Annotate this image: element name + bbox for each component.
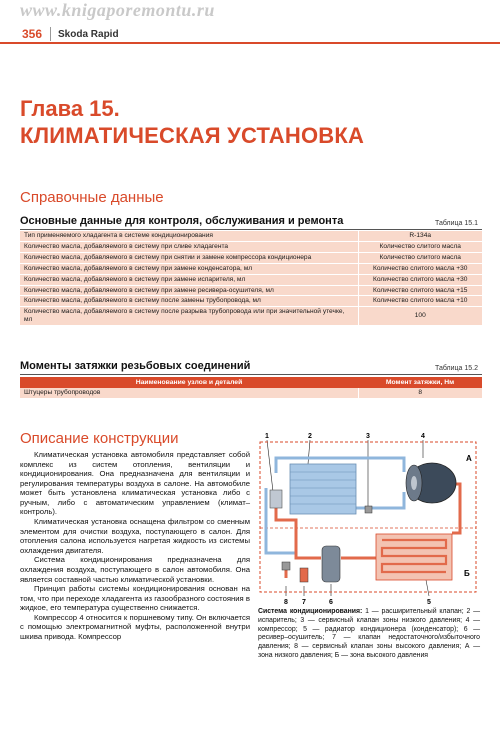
callout-4: 4 [421,433,425,440]
table-row [20,307,482,326]
table-header-cell: Наименование узлов и деталей [20,377,358,388]
ac-system-diagram [256,428,482,606]
table-cell: R-134a [358,231,482,241]
diagram-caption [258,608,480,661]
receiver-drier [322,546,340,582]
expansion-valve [270,490,282,508]
table-cell: Тип применяемого хладагента в системе кондиционирования [20,231,358,241]
table-cell: Количество масла, добавляемого в систему после замены трубопровода, мл [20,296,358,307]
table1-heading: Основные данные для контроля, обслуживания и ремонта [20,215,344,227]
paragraph: Принцип работы системы кондиционирования основан на том, что при переходе хладагента из газообразного состояния в жидкое, его температура существенно снижается. [20,584,250,613]
paragraph: Система кондиционирования предназначена для охлаждения воздуха, поступающего в салон автомобиля. Она является составной частью климатической установки. [20,555,250,584]
table-cell: Количество слитого масла [358,252,482,263]
table-header-cell: Момент затяжки, Нм [358,377,482,388]
high-pressure-service-valve [282,562,290,570]
paragraph: Климатическая установка автомобиля представляет собой комплекс из систем отопления, вентиляции и кондиционирования. Она предназначена для вентиляции и регулирования температуры воздуха в салоне. На автомобиле может быть установлена климатическая установка либо с ручным, либо с автоматическим управлением (климат–контроль). [20,450,250,517]
table-row [20,274,482,285]
table-cell: Количество слитого масла +10 [358,296,482,307]
compressor [406,463,456,503]
chapter-number: Глава 15. [20,96,120,121]
table-cell: Количество масла, добавляемого в систему при замене конденсатора, мл [20,263,358,274]
table-cell: Количество слитого масла +30 [358,274,482,285]
table2-label: Таблица 15.2 [434,365,478,372]
table2-rule [20,374,482,375]
condenser [376,534,452,580]
low-pressure-service-valve [365,506,372,513]
paragraph: Климатическая установка оснащена фильтром со сменным элементом для очистки воздуха, поступающего в салон. Для отопления салона используется нагретая жидкость из системы охлаждения двигателя. [20,517,250,555]
description-title: Описание конструкции [20,430,179,447]
table-cell: Количество масла, добавляемого в систему при снятии и замене компрессора кондиционера [20,252,358,263]
header-divider [50,27,51,41]
table-header-row [20,377,482,388]
table-main-data [20,231,482,326]
chapter-title: КЛИМАТИЧЕСКАЯ УСТАНОВКА [20,122,365,148]
chapter-heading [20,96,364,150]
callout-5: 5 [427,599,431,606]
table-cell: Количество масла, добавляемого в систему после разрыва трубопровода или при значительной утечке, мл [20,307,358,326]
table-row [20,231,482,241]
table-cell: Количество масла, добавляемого в систему при сливе хладагента [20,241,358,252]
zone-b-label: Б [464,569,470,578]
reference-title: Справочные данные [20,189,164,206]
table-cell: 8 [358,388,482,398]
paragraph: Компрессор 4 относится к поршневому типу. Он включается с помощью электромагнитной муфты, расположенной внутри шкива привода. Компрессор [20,612,250,641]
table-row [20,285,482,296]
table2-heading: Моменты затяжки резьбовых соединений [20,360,251,372]
callout-7: 7 [302,599,306,606]
table-row [20,296,482,307]
callout-6: 6 [329,599,333,606]
page-number: 356 [22,27,43,41]
callout-1: 1 [265,433,269,440]
table-cell: Количество масла, добавляемого в систему при замене ресивера-осушителя, мл [20,285,358,296]
caption-title: Система кондиционирования: [258,608,363,615]
zone-a-label: А [466,454,472,463]
table-cell: Количество слитого масла +30 [358,263,482,274]
table-cell: Количество слитого масла [358,241,482,252]
description-body [20,450,250,642]
table1-rule [20,229,482,230]
table-cell: Штуцеры трубопроводов [20,388,358,398]
table-row [20,263,482,274]
pressure-switch [300,568,308,582]
table-row [20,241,482,252]
table-cell: 100 [358,307,482,326]
evaporator [290,464,356,514]
table-cell: Количество масла, добавляемого в систему при замене испарителя, мл [20,274,358,285]
table-torque [20,377,482,399]
table-row [20,252,482,263]
callout-8: 8 [284,599,288,606]
callout-3: 3 [366,433,370,440]
table-cell: Количество слитого масла +15 [358,285,482,296]
table1-label: Таблица 15.1 [434,220,478,227]
book-title: Skoda Rapid [58,29,119,40]
table-row [20,388,482,398]
callout-2: 2 [308,433,312,440]
caption-text: 1 — расширительный клапан; 2 — испаритель; 3 — сервисный клапан зоны низкого давления; 4 — компрессор; 5 — радиатор кондиционера (конденсатор); 6 — ресивер–осушитель; 7 — клапан недостаточного/избыточного давления; 8 — сервисный клапан зоны высокого давления; А — зона низкого давления; Б — зона высокого давления [258,608,480,660]
watermark: www.knigaporemontu.ru [20,0,215,20]
